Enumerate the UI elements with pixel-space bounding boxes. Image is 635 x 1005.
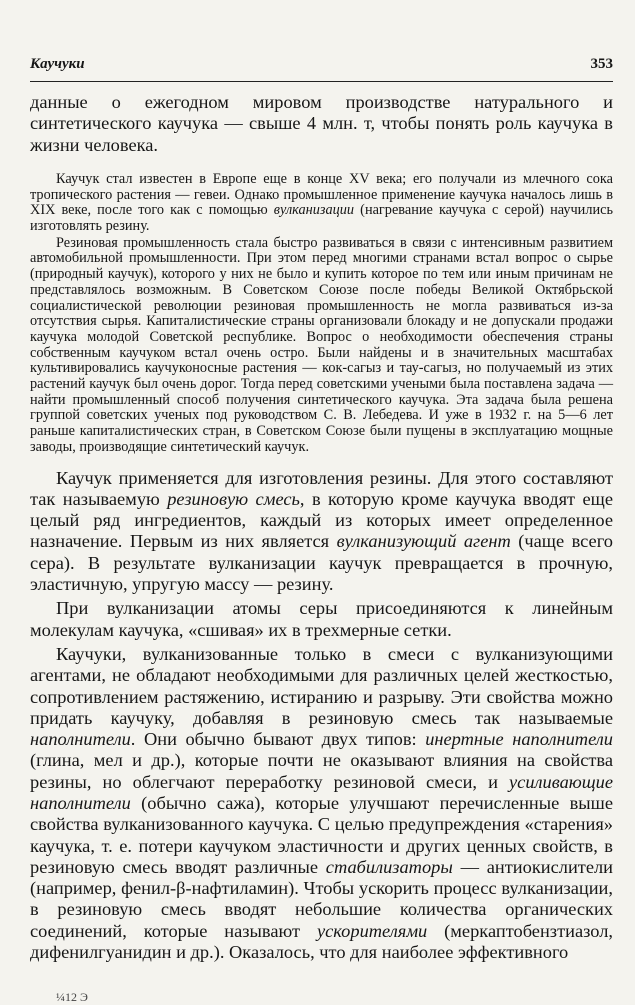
term-reinforcing-fillers: усиливающие наполнители	[30, 771, 613, 813]
text-run: . Они обычно бывают двух типов:	[130, 729, 426, 750]
paragraph-fillers	[30, 644, 613, 963]
text-run: Каучуки, вулканизованные только в смеси с вулканизующими агентами, не обладают необходимыми для различных целей жесткостью, сопротивлением растяжению, истиранию и разрыву. Эти свойства можно придать каучуку, добавляя в резиновую смесь так называемые	[30, 643, 613, 728]
page-body	[30, 92, 613, 963]
running-title: Каучуки	[30, 56, 85, 72]
term-stabilizers: стабилизаторы	[325, 856, 453, 877]
small-paragraph-industry: Резиновая промышленность стала быстро развиваться в связи с интенсивным развитием автомобильной промышленности. При этом перед многими странами встал вопрос о сырье (природный каучук), которого у них не было и купить которое по тем или иным причинам не представлялось возможным. В Советском Союзе после победы Великой Октябрьской социалистической революции резиновая промышленность не могла развиваться из-за отсутствия сырья. Капиталистические страны организовали блокаду и не допускали продажи каучука молодой Советской республике. Вопрос о необходимости обеспечения страны собственным каучуком встал очень остро. Были найдены и в значительных масштабах культивировались каучуконосные растения — кок-сагыз и тау-сагыз, но получаемый из этих растений каучук был очень дорог. Тогда перед советскими учеными была поставлена задача — найти промышленный способ получения синтетического каучука. Эта задача была решена группой советских ученых под руководством С. В. Лебедева. И уже в 1932 г. на 5—6 лет раньше капиталистических стран, в Советском Союзе были пущены в эксплуатацию мощные заводы, производящие синтетический каучук.	[30, 234, 613, 455]
term-vulcanizing-agent: вулканизующий агент	[336, 531, 511, 552]
text-run: Каучук стал известен в Европе еще в конце XV века; его получали из млечного сока тропического растения — гевеи. Однако промышленное применение каучука началось лишь в XIX веке, после того как с помощью	[30, 170, 613, 219]
small-print-block	[30, 172, 613, 456]
text-run: (глина, мел и др.), которые почти не оказывают влияния на свойства резины, но облегчают переработку резиновой смеси, и	[30, 750, 613, 792]
text-run: Каучук применяется для изготовления резины. Для этого составляют так называемую	[30, 467, 613, 509]
small-paragraph-history	[30, 172, 613, 235]
paragraph-rubber-mix	[30, 468, 613, 596]
page-number: 353	[590, 56, 613, 72]
text-run: (чаще всего сера). В результате вулканизации каучук превращается в прочную, эластичную, упругую массу — резину.	[30, 531, 613, 595]
header-rule	[30, 81, 613, 82]
term-rubber-mix: резиновую смесь	[167, 488, 300, 509]
paragraph-continued: данные о ежегодном мировом производстве натурального и синтетического каучука — свыше 4 млн. т, чтобы понять роль каучука в жизни человека.	[30, 92, 613, 155]
term-fillers: наполнители	[30, 729, 131, 750]
term-vulcanization: вулканизации	[273, 202, 355, 219]
text-run: (нагревание каучука с серой) научились изготовлять резину.	[30, 202, 613, 234]
text-run: — антиокислители (например, фенил-β-нафтиламин). Чтобы ускорить процесс вулканизации, в резиновую смесь вводят небольшие количества органических соединений, которые называют	[30, 856, 613, 941]
term-inert-fillers: инертные наполнители	[425, 729, 613, 750]
text-run: (обычно сажа), которые улучшают перечисленные выше свойства вулканизованного каучука. С целью предупреждения «старения» каучука, т. е. потери каучуком эластичности и других ценных свойств, в резиновую смесь вводят различные	[30, 793, 613, 877]
text-run: (меркаптобензтиазол, дифенилгуанидин и др.). Оказалось, что для наиболее эффективного	[30, 920, 614, 963]
term-accelerators: ускорителями	[316, 920, 428, 941]
page-header	[30, 56, 613, 80]
text-run: , в которую кроме каучука вводят еще целый ряд ингредиентов, каждый из которых имеет определенное назначение. Первым из них является	[30, 488, 613, 552]
paragraph-sulfur-atoms: При вулканизации атомы серы присоединяются к линейным молекулам каучука, «сшивая» их в трехмерные сетки.	[30, 598, 613, 640]
printer-signature-mark: ¼12 Э	[56, 990, 88, 1004]
